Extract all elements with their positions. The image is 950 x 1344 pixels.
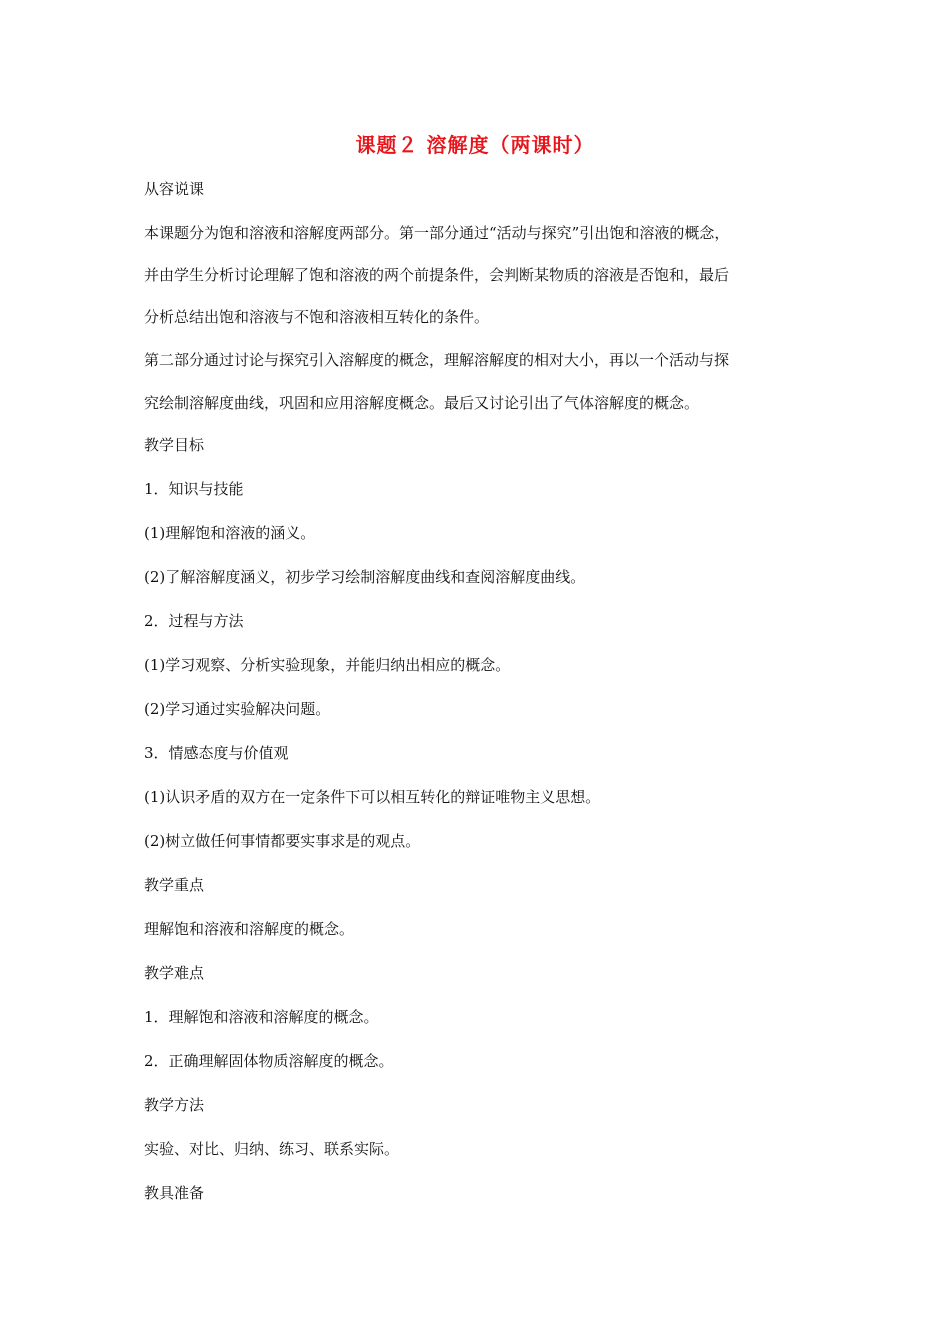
paragraph-line: 本课题分为饱和溶液和溶解度两部分。第一部分通过“活动与探究”引出饱和溶液的概念，: [144, 224, 730, 242]
section-heading: 教学目标: [144, 436, 205, 454]
section-heading: 从容说课: [144, 180, 205, 198]
list-item: (2)了解溶解度涵义，初步学习绘制溶解度曲线和查阅溶解度曲线。: [144, 568, 586, 586]
list-item: 1．理解饱和溶液和溶解度的概念。: [144, 1008, 379, 1026]
page-title: 课题２ 溶解度（两课时）: [355, 133, 595, 157]
section-heading: 教学难点: [144, 964, 205, 982]
paragraph-line: 第二部分通过讨论与探究引入溶解度的概念，理解溶解度的相对大小，再以一个活动与探: [144, 351, 730, 369]
list-item: (1)理解饱和溶液的涵义。: [144, 524, 316, 542]
list-item: (1)学习观察、分析实验现象，并能归纳出相应的概念。: [144, 656, 511, 674]
paragraph-line: 并由学生分析讨论理解了饱和溶液的两个前提条件，会判断某物质的溶液是否饱和，最后: [144, 266, 730, 284]
section-heading: 教学重点: [144, 876, 205, 894]
list-heading: 3．情感态度与价值观: [144, 744, 289, 762]
list-item: (2)学习通过实验解决问题。: [144, 700, 331, 718]
paragraph-line: 究绘制溶解度曲线，巩固和应用溶解度概念。最后又讨论引出了气体溶解度的概念。: [144, 394, 700, 412]
list-item: (2)树立做任何事情都要实事求是的观点。: [144, 832, 421, 850]
paragraph-line: 实验、对比、归纳、练习、联系实际。: [144, 1140, 400, 1158]
list-item: 2．正确理解固体物质溶解度的概念。: [144, 1052, 394, 1070]
list-heading: 1．知识与技能: [144, 480, 244, 498]
section-heading: 教学方法: [144, 1096, 205, 1114]
section-heading: 教具准备: [144, 1184, 205, 1202]
list-item: (1)认识矛盾的双方在一定条件下可以相互转化的辩证唯物主义思想。: [144, 788, 601, 806]
list-heading: 2．过程与方法: [144, 612, 244, 630]
paragraph-line: 分析总结出饱和溶液与不饱和溶液相互转化的条件。: [144, 308, 490, 326]
paragraph-line: 理解饱和溶液和溶解度的概念。: [144, 920, 355, 938]
